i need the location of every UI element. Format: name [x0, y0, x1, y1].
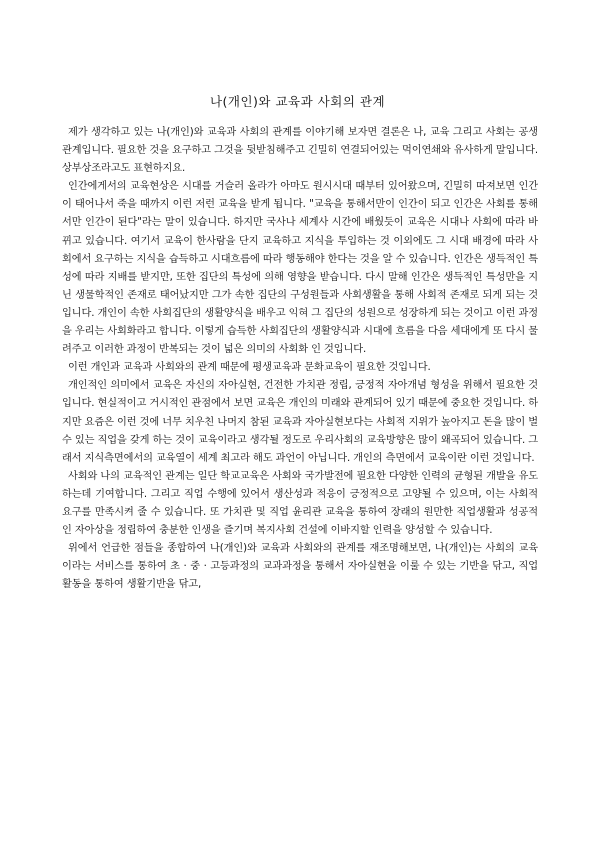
document-title: 나(개인)와 교육과 사회의 관계 [209, 94, 386, 109]
document-body [62, 124, 538, 594]
paragraph-2: 인간에게서의 교육현상은 시대를 거슬러 올라가 아마도 원시시대 때부터 있어왔으며, 긴밀히 따져보면 인간이 태어나서 죽을 때까지 이런 저런 교육을 받게 됩니다. "교육을 통해서만이 인간이 되고 인간은 사회를 통해서만 인간이 된다"라는 말이 있습니다. 하지만 국사나 세계사 시간에 배웠듯이 교육은 시대나 사회에 따라 바뀌고 있습니다. 여기서 교육이 한사람을 단지 교육하고 지식을 투입하는 것 이외에도 그 시대 배경에 따라 사회에서 요구하는 지식을 습득하고 시대흐름에 따라 행동해야 한다는 것을 알 수 있습니다. 인간은 생득적인 특성에 따라 지배를 받지만, 또한 집단의 특성에 의해 영향을 받습니다. 다시 말해 인간은 생득적인 특성만을 지닌 생물학적인 존재로 태어났지만 그가 속한 집단의 구성원들과 사회생활을 통해 사회적 존재로 되게 되는 것입니다. 개인이 속한 사회집단의 생활양식을 배우고 익혀 그 집단의 성원으로 성장하게 되는 것이고 이런 과정을 우리는 사회화라고 합니다. 이렇게 습득한 사회집단의 생활양식과 시대에 흐름을 다음 세대에게 또 다시 물려주고 이러한 과정이 반복되는 것이 넓은 의미의 사회화 인 것입니다. [62, 181, 538, 356]
paragraph-4: 개인적인 의미에서 교육은 자신의 자아실현, 건전한 가치관 정립, 긍정적 자아개념 형성을 위해서 필요한 것입니다. 현실적이고 거시적인 관점에서 보면 교육은 개인의 미래와 관계되어 있기 때문에 중요한 것입니다. 하지만 요즘은 이런 것에 너무 치우친 나머지 참된 교육과 자아실현보다는 사회적 지위가 높아지고 돈을 많이 벌 수 있는 직업을 갖게 하는 것이 교육이라고 생각될 정도로 우리사회의 교육방향은 많이 왜곡되어 있습니다. 그래서 지식측면에서의 교육열이 세계 최고라 해도 과언이 아닙니다. 개인의 측면에서 교육이란 이런 것입니다. [62, 380, 538, 464]
paragraph-3: 이런 개인과 교육과 사회와의 관계 때문에 평생교육과 문화교육이 필요한 것입니다. [68, 362, 431, 374]
paragraph-5: 사회와 나의 교육적인 관계는 일단 학교교육은 사회와 국가발전에 필요한 다양한 인력의 균형된 개발을 유도하는데 기여합니다. 그리고 직업 수행에 있어서 생산성과 적응이 긍정적으로 고양될 수 있으며, 이는 사회적 요구를 만족시켜 줄 수 있습니다. 또 가치관 및 직업 윤리관 교육을 통하여 장래의 원만한 직업생활과 성공적인 자아상을 정립하여 충분한 인생을 즐기며 복지사회 건설에 이바지할 인력을 양성할 수 있습니다. [62, 470, 538, 537]
paragraph-1: 제가 생각하고 있는 나(개인)와 교육과 사회의 관계를 이야기해 보자면 결론은 나, 교육 그리고 사회는 공생관계입니다. 필요한 것을 요구하고 그것을 뒷받침해주고 긴밀히 연결되어있는 먹이연쇄와 유사하게 말입니다. 상부상조라고도 표현하지요. [62, 127, 539, 175]
paragraph-6: 위에서 언급한 점들을 종합하여 나(개인)와 교육과 사회와의 관계를 재조명해보면, 나(개인)는 사회의 교육이라는 서비스를 통하여 초 · 중 · 고등과정의 교과과정을 통해서 자아실현을 이룰 수 있는 기반을 닦고, 직업 활동을 통하여 생활기반을 닦고, [62, 543, 538, 591]
